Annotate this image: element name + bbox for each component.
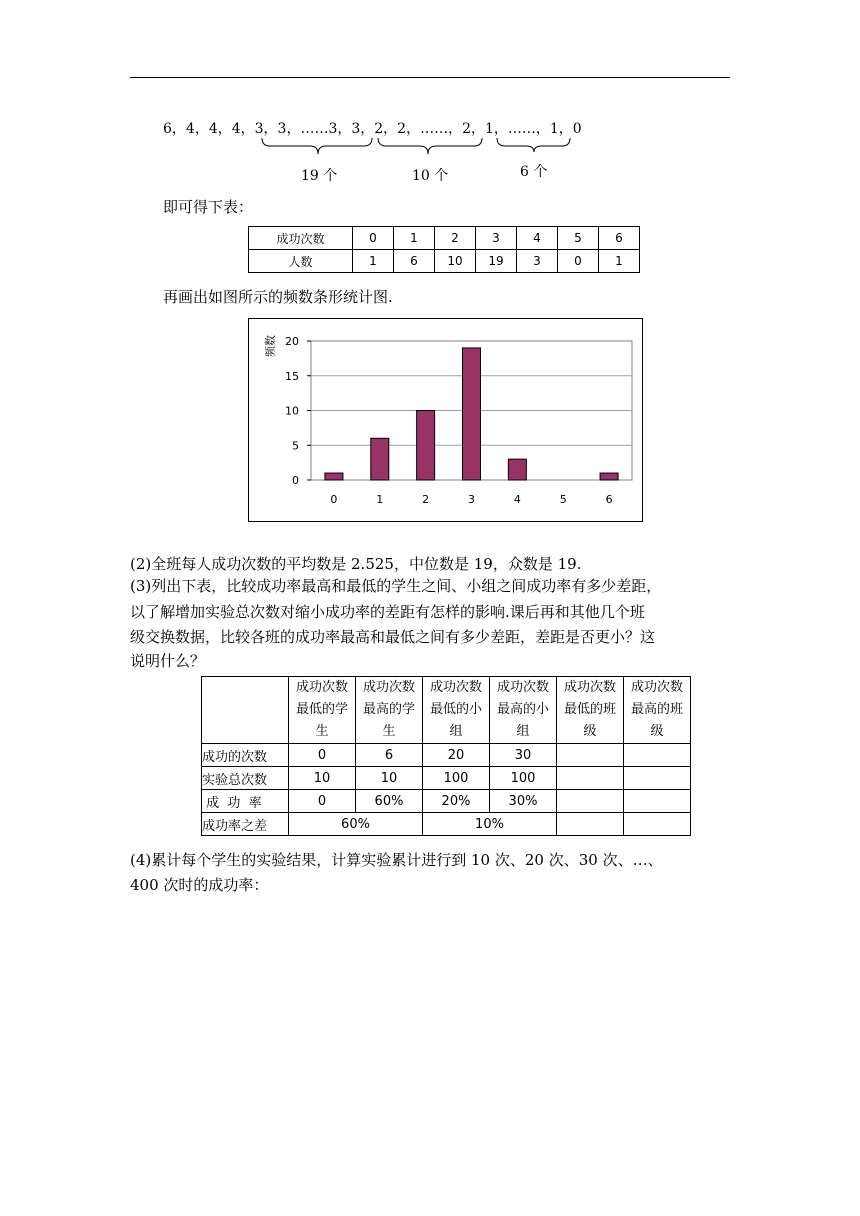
x-tick-label: 0 — [330, 493, 338, 506]
table-cell: 5 — [558, 227, 599, 250]
table-cell: 6 — [356, 744, 423, 767]
brace-6 — [497, 138, 570, 152]
table-cell — [624, 744, 691, 767]
brace-label-6: 6 个 — [520, 164, 548, 180]
table-cell: 6 — [394, 250, 435, 273]
table-cell: 1 — [394, 227, 435, 250]
table-row — [249, 227, 640, 250]
brace-label-10: 10 个 — [412, 168, 449, 184]
table-cell: 30 — [490, 744, 557, 767]
sequence-text: 6，4，4，4，3，3，……3，3，2，2，……，2，1，……，1，0 — [163, 121, 582, 137]
bar-1 — [371, 438, 389, 480]
table-row — [202, 813, 691, 836]
intro-table-text: 即可得下表： — [163, 198, 254, 216]
table-cell — [624, 790, 691, 813]
row-label: 成 功 率 — [202, 790, 289, 813]
table-cell: 10 — [289, 767, 356, 790]
table-cell: 30% — [490, 790, 557, 813]
bar-chart — [249, 319, 642, 521]
y-tick-label: 20 — [285, 335, 299, 348]
row-label: 成功率之差 — [202, 813, 289, 836]
table-cell: 1 — [599, 250, 640, 273]
table-cell: 20% — [423, 790, 490, 813]
paragraph-3-line-3: 级交换数据，比较各班的成功率最高和最低之间有多少差距，差距是否更小？这 — [130, 628, 656, 646]
brace-10 — [378, 138, 482, 154]
table-cell — [557, 744, 624, 767]
bar-4 — [508, 459, 526, 480]
bar-0 — [325, 473, 343, 480]
table-cell — [557, 790, 624, 813]
frequency-table — [248, 226, 640, 273]
intro-chart-text: 再画出如图所示的频数条形统计图. — [163, 288, 393, 306]
paragraph-4-line-1: (4)累计每个学生的实验结果，计算实验累计进行到 10 次、20 次、30 次、…、 — [130, 851, 663, 869]
table-cell: 10 — [435, 250, 476, 273]
table-cell: 成功次数 — [249, 227, 353, 250]
table-header-row — [202, 677, 691, 744]
x-tick-label: 6 — [605, 493, 613, 506]
brace-label-19: 19 个 — [301, 168, 338, 184]
x-tick-label: 4 — [513, 493, 521, 506]
y-tick-label: 10 — [285, 404, 299, 418]
row-label: 成功的次数 — [202, 744, 289, 767]
bar-3 — [463, 348, 481, 480]
paragraph-3-line-4: 说明什么？ — [130, 652, 206, 670]
brace-19 — [262, 138, 372, 154]
table-cell: 人数 — [249, 250, 353, 273]
x-tick-label: 5 — [559, 493, 567, 506]
table-cell: 1 — [353, 250, 394, 273]
table-cell — [624, 767, 691, 790]
y-tick-label: 15 — [285, 369, 299, 383]
table-cell: 6 — [599, 227, 640, 250]
x-tick-label: 2 — [422, 493, 430, 506]
table-cell: 0 — [289, 744, 356, 767]
bar-chart-frame — [248, 318, 643, 522]
y-tick-label: 0 — [292, 474, 299, 487]
table-row — [202, 790, 691, 813]
table-header-cell: 成功次数 最高的学 生 — [356, 677, 423, 744]
table-cell: 20 — [423, 744, 490, 767]
x-tick-label: 3 — [468, 493, 475, 506]
table-header-cell: 成功次数 最高的班 级 — [624, 677, 691, 744]
table-row — [202, 767, 691, 790]
paragraph-3-line-1: (3)列出下表，比较成功率最高和最低的学生之间、小组之间成功率有多少差距， — [130, 577, 662, 595]
table-cell — [557, 813, 624, 836]
table-cell: 4 — [517, 227, 558, 250]
table-row — [249, 250, 640, 273]
table-header-cell: 成功次数 最低的小 组 — [423, 677, 490, 744]
table-cell: 60% — [356, 790, 423, 813]
table-cell: 60% — [289, 813, 423, 836]
table-header-cell: 成功次数 最高的小 组 — [490, 677, 557, 744]
table-header-cell: 成功次数 最低的班 级 — [557, 677, 624, 744]
table-cell: 10% — [423, 813, 557, 836]
y-tick-label: 5 — [292, 439, 299, 453]
table-cell: 0 — [289, 790, 356, 813]
table-cell: 2 — [435, 227, 476, 250]
table-cell: 19 — [476, 250, 517, 273]
y-axis-label: 频数 — [264, 335, 277, 357]
table-cell — [624, 813, 691, 836]
paragraph-3-line-2: 以了解增加实验总次数对缩小成功率的差距有怎样的影响.课后再和其他几个班 — [130, 603, 645, 621]
bar-6 — [600, 473, 618, 480]
row-label: 实验总次数 — [202, 767, 289, 790]
table-cell: 0 — [558, 250, 599, 273]
x-tick-label: 1 — [376, 493, 384, 506]
table-header-cell: 成功次数 最低的学 生 — [289, 677, 356, 744]
paragraph-4-line-2: 400 次时的成功率： — [130, 876, 269, 894]
table-cell: 0 — [353, 227, 394, 250]
table-row — [202, 744, 691, 767]
table-cell: 100 — [423, 767, 490, 790]
bar-2 — [417, 411, 435, 481]
table-cell: 100 — [490, 767, 557, 790]
table-cell: 10 — [356, 767, 423, 790]
paragraph-2: (2)全班每人成功次数的平均数是 2.525，中位数是 19，众数是 19. — [130, 555, 582, 573]
table-corner-cell — [202, 677, 289, 744]
table-cell — [557, 767, 624, 790]
table-cell: 3 — [517, 250, 558, 273]
success-rate-table — [201, 676, 691, 836]
table-cell: 3 — [476, 227, 517, 250]
